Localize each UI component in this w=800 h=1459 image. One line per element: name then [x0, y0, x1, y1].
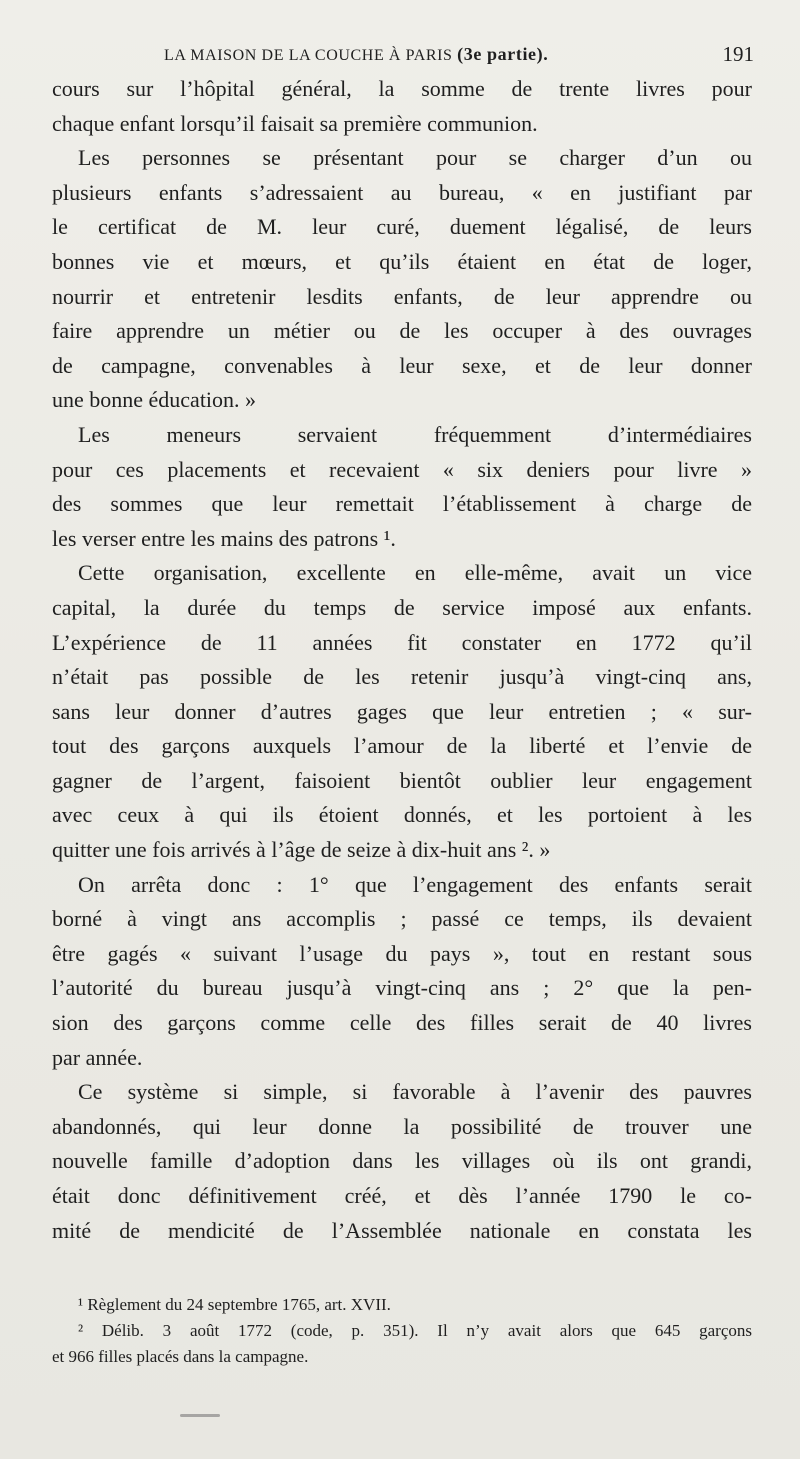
text-line: être gagés « suivant l’usage du pays », tout en restant sous [52, 940, 752, 966]
text-line: nourrir et entretenir lesdits enfants, de leur apprendre ou [52, 283, 752, 309]
text-line: tout des garçons auxquels l’amour de la liberté et l’envie de [52, 733, 752, 759]
text-line: Les personnes se présentant pour se charger d’un ou [78, 145, 752, 171]
footnotes [52, 1292, 752, 1370]
text-line: On arrêta donc : 1° que l’engagement des enfants serait [78, 871, 752, 897]
text-line: Ce système si simple, si favorable à l’avenir des pauvres [78, 1079, 752, 1105]
text-line: Cette organisation, excellente en elle-même, avait un vice [78, 560, 752, 586]
text-line: borné à vingt ans accomplis ; passé ce temps, ils devaient [52, 906, 752, 932]
text-line: abandonnés, qui leur donne la possibilité de trouver une [52, 1113, 752, 1139]
running-title [164, 44, 548, 65]
running-title-text: LA MAISON DE LA COUCHE À PARIS [164, 47, 453, 64]
text-line: les verser entre les mains des patrons ¹. [52, 525, 396, 551]
text-line: L’expérience de 11 années fit constater en 1772 qu’il [52, 629, 752, 655]
text-line: mité de mendicité de l’Assemblée nationale en constata les [52, 1217, 752, 1243]
text-line: bonnes vie et mœurs, et qu’ils étaient en état de loger, [52, 248, 752, 274]
text-line: chaque enfant lorsqu’il faisait sa première communion. [52, 110, 538, 136]
page-header [52, 40, 758, 70]
text-line: sion des garçons comme celle des filles serait de 40 livres [52, 1010, 752, 1036]
text-line: pour ces placements et recevaient « six deniers pour livre » [52, 456, 752, 482]
text-line: une bonne éducation. » [52, 387, 257, 413]
text-line: le certificat de M. leur curé, duement légalisé, de leurs [52, 214, 752, 240]
text-line: était donc définitivement créé, et dès l’année 1790 le co- [52, 1183, 752, 1208]
text-line: nouvelle famille d’adoption dans les villages où ils ont grandi, [52, 1148, 752, 1174]
text-line: faire apprendre un métier ou de les occuper à des ouvrages [52, 318, 752, 344]
text-line: plusieurs enfants s’adressaient au bureau, « en justifiant par [52, 179, 752, 205]
text-line: des sommes que leur remettait l’établissement à charge de [52, 491, 752, 517]
footnote-line: ² Délib. 3 août 1772 (code, p. 351). Il n’y avait alors que 645 garçons [78, 1321, 752, 1340]
text-line: avec ceux à qui ils étoient donnés, et les portoient à les [52, 802, 752, 828]
text-line: l’autorité du bureau jusqu’à vingt-cinq ans ; 2° que la pen- [52, 975, 752, 1001]
body-text [52, 72, 752, 1248]
footnote-line: et 966 filles placés dans la campagne. [52, 1347, 309, 1366]
text-line: par année. [52, 1044, 143, 1070]
footnote-line: ¹ Règlement du 24 septembre 1765, art. XVII. [78, 1295, 391, 1314]
text-line: sans leur donner d’autres gages que leur entretien ; « sur- [52, 698, 752, 724]
printer-mark [180, 1414, 220, 1417]
text-line: de campagne, convenables à leur sexe, et de leur donner [52, 352, 752, 378]
text-line: n’était pas possible de les retenir jusqu’à vingt-cinq ans, [52, 664, 752, 690]
text-line: gagner de l’argent, faisoient bientôt oublier leur engagement [52, 767, 752, 793]
text-line: Les meneurs servaient fréquemment d’intermédiaires [78, 421, 752, 447]
running-title-part: (3e partie). [457, 44, 549, 64]
text-line: quitter une fois arrivés à l’âge de seize à dix-huit ans ². » [52, 837, 551, 863]
text-line: capital, la durée du temps de service imposé aux enfants. [52, 594, 752, 620]
text-line: cours sur l’hôpital général, la somme de trente livres pour [52, 76, 752, 101]
page-number: 191 [722, 42, 754, 66]
